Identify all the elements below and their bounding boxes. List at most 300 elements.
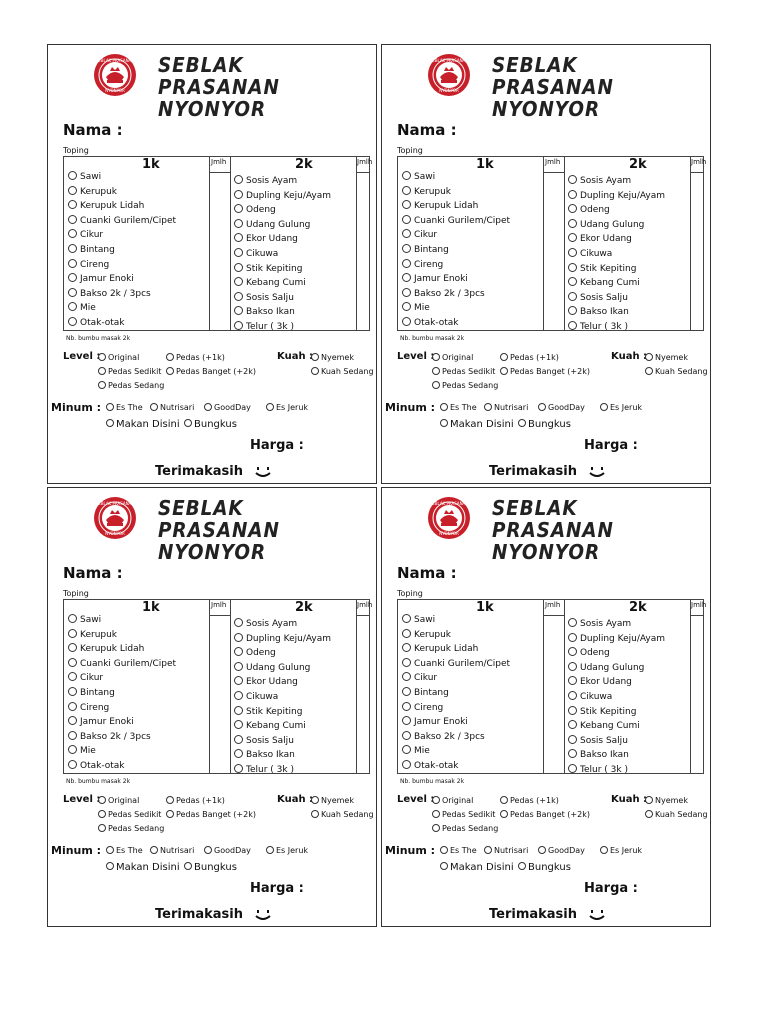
radio-circle-icon[interactable] [68, 186, 77, 195]
radio-circle-icon[interactable] [568, 292, 577, 301]
topping-2k-option[interactable] [568, 677, 632, 688]
serve-option[interactable] [106, 862, 180, 873]
topping-2k-option[interactable] [568, 278, 640, 289]
radio-circle-icon[interactable] [106, 846, 114, 854]
topping-1k-option[interactable] [402, 659, 510, 670]
radio-circle-icon[interactable] [402, 273, 411, 282]
serve-option-label: Makan Disini [116, 862, 180, 873]
minum-option[interactable] [150, 846, 194, 855]
radio-circle-icon[interactable] [234, 618, 243, 627]
topping-1k-option[interactable] [68, 717, 134, 728]
radio-circle-icon[interactable] [500, 353, 508, 361]
topping-2k-option[interactable] [568, 293, 628, 304]
radio-circle-icon[interactable] [68, 259, 77, 268]
radio-circle-icon[interactable] [234, 190, 243, 199]
radio-circle-icon[interactable] [311, 367, 319, 375]
topping-2k-option[interactable] [568, 234, 632, 245]
radio-circle-icon[interactable] [204, 403, 212, 411]
topping-1k-option[interactable] [402, 703, 443, 714]
level-label: Level : [397, 351, 435, 362]
radio-circle-icon[interactable] [568, 204, 577, 213]
thanks-text [155, 907, 272, 922]
topping-1k-option[interactable] [68, 230, 103, 241]
topping-1k-option[interactable] [402, 201, 478, 212]
topping-2k-option[interactable] [568, 264, 636, 275]
topping-2k-option[interactable] [234, 322, 294, 333]
topping-1k-option[interactable] [402, 172, 435, 183]
radio-circle-icon[interactable] [98, 353, 106, 361]
radio-circle-icon[interactable] [166, 810, 174, 818]
topping-1k-option-label: Cireng [414, 259, 444, 270]
radio-circle-icon[interactable] [184, 862, 192, 870]
level-option[interactable] [98, 381, 164, 390]
level-option[interactable] [166, 353, 225, 362]
topping-2k-option[interactable] [234, 677, 298, 688]
topping-2k-option[interactable] [568, 307, 629, 318]
radio-circle-icon[interactable] [645, 796, 653, 804]
topping-1k-option[interactable] [68, 318, 125, 329]
thanks-text [489, 464, 606, 479]
radio-circle-icon[interactable] [166, 353, 174, 361]
topping-2k-option[interactable] [568, 322, 628, 333]
radio-circle-icon[interactable] [538, 846, 546, 854]
radio-circle-icon[interactable] [68, 731, 77, 740]
radio-circle-icon[interactable] [68, 702, 77, 711]
topping-2k-option[interactable] [234, 765, 294, 776]
radio-circle-icon[interactable] [568, 277, 577, 286]
radio-circle-icon[interactable] [68, 716, 77, 725]
minum-option[interactable] [204, 846, 251, 855]
topping-2k-option-label: Telur ( 3k ) [580, 765, 628, 775]
level-option[interactable] [432, 353, 473, 362]
radio-circle-icon[interactable] [402, 731, 411, 740]
radio-circle-icon[interactable] [568, 233, 577, 242]
topping-2k-option[interactable] [234, 205, 276, 216]
minum-option[interactable] [538, 846, 585, 855]
level-option[interactable] [166, 810, 256, 819]
radio-circle-icon[interactable] [184, 419, 192, 427]
radio-circle-icon[interactable] [440, 419, 448, 427]
topping-1k-option[interactable] [68, 644, 144, 655]
topping-1k-option[interactable] [68, 172, 101, 183]
radio-circle-icon[interactable] [568, 749, 577, 758]
topping-1k-option[interactable] [402, 717, 468, 728]
radio-circle-icon[interactable] [568, 706, 577, 715]
radio-circle-icon[interactable] [98, 810, 106, 818]
radio-circle-icon[interactable] [600, 846, 608, 854]
minum-option[interactable] [106, 846, 143, 855]
radio-circle-icon[interactable] [106, 403, 114, 411]
topping-2k-option[interactable] [568, 191, 665, 202]
level-option[interactable] [98, 353, 139, 362]
topping-1k-option[interactable] [402, 746, 430, 757]
radio-circle-icon[interactable] [68, 302, 77, 311]
level-option[interactable] [432, 367, 495, 376]
topping-2k-option[interactable] [234, 692, 278, 703]
topping-2k-option[interactable] [568, 634, 665, 645]
radio-circle-icon[interactable] [402, 171, 411, 180]
radio-circle-icon[interactable] [568, 676, 577, 685]
topping-1k-option[interactable] [402, 260, 443, 271]
topping-2k-option[interactable] [568, 176, 631, 187]
topping-1k-option[interactable] [402, 318, 459, 329]
radio-circle-icon[interactable] [568, 633, 577, 642]
radio-circle-icon[interactable] [204, 846, 212, 854]
topping-2k-option[interactable] [234, 220, 310, 231]
topping-2k-option[interactable] [234, 721, 306, 732]
topping-2k-option[interactable] [234, 750, 295, 761]
minum-option[interactable] [484, 403, 528, 412]
radio-circle-icon[interactable] [234, 647, 243, 656]
radio-circle-icon[interactable] [106, 862, 114, 870]
radio-circle-icon[interactable] [68, 760, 77, 769]
topping-1k-option[interactable] [68, 615, 101, 626]
minum-option[interactable] [600, 846, 642, 855]
radio-circle-icon[interactable] [500, 796, 508, 804]
radio-circle-icon[interactable] [68, 658, 77, 667]
radio-circle-icon[interactable] [402, 629, 411, 638]
radio-circle-icon[interactable] [432, 824, 440, 832]
radio-circle-icon[interactable] [432, 353, 440, 361]
level-option[interactable] [500, 796, 559, 805]
radio-circle-icon[interactable] [432, 796, 440, 804]
minum-option[interactable] [106, 403, 143, 412]
radio-circle-icon[interactable] [234, 277, 243, 286]
topping-1k-option[interactable] [68, 289, 151, 300]
toping-label: Toping [397, 589, 423, 598]
minum-option-label: Nutrisari [494, 846, 529, 855]
radio-circle-icon[interactable] [98, 796, 106, 804]
minum-option[interactable] [204, 403, 251, 412]
topping-1k-option[interactable] [402, 289, 485, 300]
radio-circle-icon[interactable] [402, 672, 411, 681]
radio-circle-icon[interactable] [234, 676, 243, 685]
topping-2k-option[interactable] [568, 663, 644, 674]
topping-2k-option[interactable] [568, 750, 629, 761]
topping-1k-option[interactable] [402, 644, 478, 655]
topping-1k-option[interactable] [68, 274, 134, 285]
radio-circle-icon[interactable] [402, 215, 411, 224]
radio-circle-icon[interactable] [311, 353, 319, 361]
level-option[interactable] [500, 367, 590, 376]
harga-label: Harga : [250, 881, 304, 896]
radio-circle-icon[interactable] [402, 288, 411, 297]
radio-circle-icon[interactable] [234, 248, 243, 257]
topping-1k-option[interactable] [68, 703, 109, 714]
radio-circle-icon[interactable] [166, 367, 174, 375]
minum-option[interactable] [538, 403, 585, 412]
topping-1k-option[interactable] [68, 659, 176, 670]
radio-circle-icon[interactable] [98, 381, 106, 389]
level-option[interactable] [500, 353, 559, 362]
radio-circle-icon[interactable] [402, 716, 411, 725]
level-option[interactable] [98, 367, 161, 376]
radio-circle-icon[interactable] [568, 321, 577, 330]
topping-1k-option[interactable] [68, 761, 125, 772]
topping-1k-option[interactable] [402, 732, 485, 743]
serve-option[interactable] [518, 419, 571, 430]
topping-2k-option[interactable] [568, 220, 644, 231]
radio-circle-icon[interactable] [402, 259, 411, 268]
minum-option[interactable] [440, 846, 477, 855]
topping-1k-option[interactable] [68, 201, 144, 212]
radio-circle-icon[interactable] [645, 810, 653, 818]
minum-option-label: Es Jeruk [276, 403, 309, 412]
topping-1k-option[interactable] [68, 630, 117, 641]
serve-option[interactable] [440, 419, 514, 430]
kuah-option[interactable] [645, 810, 708, 819]
radio-circle-icon[interactable] [98, 824, 106, 832]
topping-1k-option[interactable] [402, 216, 510, 227]
radio-circle-icon[interactable] [645, 367, 653, 375]
radio-circle-icon[interactable] [68, 643, 77, 652]
radio-circle-icon[interactable] [402, 186, 411, 195]
kuah-option[interactable] [311, 810, 374, 819]
radio-circle-icon[interactable] [266, 846, 274, 854]
jumlah-header-2: Jmlh [357, 601, 373, 609]
minum-option[interactable] [440, 403, 477, 412]
serve-option-label: Makan Disini [450, 419, 514, 430]
radio-circle-icon[interactable] [568, 764, 577, 773]
topping-1k-option[interactable] [402, 187, 451, 198]
radio-circle-icon[interactable] [568, 647, 577, 656]
level-option[interactable] [98, 810, 161, 819]
radio-circle-icon[interactable] [68, 288, 77, 297]
topping-1k-option[interactable] [68, 245, 115, 256]
topping-1k-option[interactable] [402, 630, 451, 641]
radio-circle-icon[interactable] [234, 292, 243, 301]
topping-1k-option[interactable] [402, 673, 437, 684]
radio-circle-icon[interactable] [234, 633, 243, 642]
topping-2k-option[interactable] [234, 634, 331, 645]
radio-circle-icon[interactable] [568, 662, 577, 671]
level-option[interactable] [166, 796, 225, 805]
radio-circle-icon[interactable] [266, 403, 274, 411]
radio-circle-icon[interactable] [402, 643, 411, 652]
topping-2k-option[interactable] [568, 249, 612, 260]
level-option[interactable] [500, 810, 590, 819]
topping-2k-option[interactable] [234, 736, 294, 747]
topping-1k-option-label: Jamur Enoki [80, 717, 134, 728]
topping-1k-option[interactable] [402, 688, 449, 699]
topping-2k-option[interactable] [234, 293, 294, 304]
radio-circle-icon[interactable] [484, 403, 492, 411]
topping-2k-option[interactable] [568, 692, 612, 703]
topping-1k-option[interactable] [402, 615, 435, 626]
radio-circle-icon[interactable] [568, 175, 577, 184]
serve-option[interactable] [106, 419, 180, 430]
radio-circle-icon[interactable] [68, 215, 77, 224]
topping-2k-option[interactable] [234, 234, 298, 245]
radio-circle-icon[interactable] [234, 263, 243, 272]
topping-1k-option-label: Mie [80, 303, 96, 314]
radio-circle-icon[interactable] [402, 200, 411, 209]
radio-circle-icon[interactable] [68, 687, 77, 696]
topping-2k-option[interactable] [234, 619, 297, 630]
topping-1k-option[interactable] [68, 746, 96, 757]
topping-1k-option[interactable] [402, 274, 468, 285]
radio-circle-icon[interactable] [440, 862, 448, 870]
radio-circle-icon[interactable] [568, 306, 577, 315]
radio-circle-icon[interactable] [311, 810, 319, 818]
topping-2k-option[interactable] [234, 278, 306, 289]
topping-2k-option[interactable] [568, 205, 610, 216]
radio-circle-icon[interactable] [150, 846, 158, 854]
topping-1k-option-label: Jamur Enoki [414, 274, 468, 285]
topping-2k-option[interactable] [568, 619, 631, 630]
topping-1k-option-label: Kerupuk [414, 629, 452, 640]
radio-circle-icon[interactable] [600, 403, 608, 411]
radio-circle-icon[interactable] [402, 658, 411, 667]
radio-circle-icon[interactable] [402, 229, 411, 238]
topping-1k-option[interactable] [402, 245, 449, 256]
radio-circle-icon[interactable] [402, 760, 411, 769]
minum-option[interactable] [266, 846, 308, 855]
radio-circle-icon[interactable] [402, 244, 411, 253]
radio-circle-icon[interactable] [234, 691, 243, 700]
kuah-option[interactable] [311, 353, 354, 362]
radio-circle-icon[interactable] [500, 810, 508, 818]
radio-circle-icon[interactable] [432, 381, 440, 389]
radio-circle-icon[interactable] [234, 306, 243, 315]
minum-option[interactable] [600, 403, 642, 412]
svg-text:SEBLAK PRASANAN: SEBLAK PRASANAN [429, 58, 469, 63]
level-option[interactable] [98, 796, 139, 805]
minum-option[interactable] [266, 403, 308, 412]
minum-option[interactable] [484, 846, 528, 855]
topping-1k-option-label: Sawi [414, 615, 436, 625]
radio-circle-icon[interactable] [166, 796, 174, 804]
radio-circle-icon[interactable] [568, 219, 577, 228]
topping-2k-option[interactable] [568, 648, 610, 659]
radio-circle-icon[interactable] [68, 273, 77, 282]
radio-circle-icon[interactable] [311, 796, 319, 804]
radio-circle-icon[interactable] [106, 419, 114, 427]
radio-circle-icon[interactable] [518, 862, 526, 870]
radio-circle-icon[interactable] [568, 190, 577, 199]
radio-circle-icon[interactable] [234, 175, 243, 184]
topping-1k-option[interactable] [68, 673, 103, 684]
minum-option[interactable] [150, 403, 194, 412]
level-option[interactable] [432, 381, 498, 390]
radio-circle-icon[interactable] [234, 321, 243, 330]
radio-circle-icon[interactable] [234, 662, 243, 671]
topping-1k-option[interactable] [402, 761, 459, 772]
level-option-label: Pedas Sedang [442, 381, 499, 390]
radio-circle-icon[interactable] [234, 735, 243, 744]
topping-2k-option[interactable] [234, 663, 310, 674]
topping-2k-option[interactable] [234, 191, 331, 202]
level-option[interactable] [166, 367, 256, 376]
radio-circle-icon[interactable] [402, 317, 411, 326]
level-option[interactable] [432, 796, 473, 805]
radio-circle-icon[interactable] [568, 720, 577, 729]
topping-2k-option[interactable] [568, 765, 628, 776]
radio-circle-icon[interactable] [645, 353, 653, 361]
topping-2k-option[interactable] [568, 721, 640, 732]
topping-2k-option[interactable] [234, 176, 297, 187]
radio-circle-icon[interactable] [234, 204, 243, 213]
radio-circle-icon[interactable] [234, 764, 243, 773]
topping-2k-option[interactable] [234, 707, 302, 718]
radio-circle-icon[interactable] [402, 702, 411, 711]
radio-circle-icon[interactable] [68, 317, 77, 326]
radio-circle-icon[interactable] [68, 614, 77, 623]
radio-circle-icon[interactable] [68, 171, 77, 180]
topping-2k-option[interactable] [234, 264, 302, 275]
radio-circle-icon[interactable] [68, 229, 77, 238]
radio-circle-icon[interactable] [402, 687, 411, 696]
topping-1k-option[interactable] [68, 260, 109, 271]
topping-2k-option[interactable] [234, 249, 278, 260]
serve-option[interactable] [184, 419, 237, 430]
radio-circle-icon[interactable] [440, 846, 448, 854]
radio-circle-icon[interactable] [98, 367, 106, 375]
serve-option[interactable] [518, 862, 571, 873]
radio-circle-icon[interactable] [518, 419, 526, 427]
radio-circle-icon[interactable] [68, 200, 77, 209]
radio-circle-icon[interactable] [432, 367, 440, 375]
level-option[interactable] [98, 824, 164, 833]
radio-circle-icon[interactable] [484, 846, 492, 854]
topping-1k-option[interactable] [68, 732, 151, 743]
radio-circle-icon[interactable] [568, 248, 577, 257]
radio-circle-icon[interactable] [440, 403, 448, 411]
radio-circle-icon[interactable] [402, 614, 411, 623]
topping-1k-option[interactable] [402, 303, 430, 314]
radio-circle-icon[interactable] [538, 403, 546, 411]
radio-circle-icon[interactable] [432, 810, 440, 818]
topping-2k-option[interactable] [568, 707, 636, 718]
radio-circle-icon[interactable] [68, 672, 77, 681]
radio-circle-icon[interactable] [500, 367, 508, 375]
topping-1k-option[interactable] [68, 303, 96, 314]
radio-circle-icon[interactable] [68, 745, 77, 754]
radio-circle-icon[interactable] [402, 302, 411, 311]
kuah-option[interactable] [645, 796, 688, 805]
radio-circle-icon[interactable] [234, 706, 243, 715]
radio-circle-icon[interactable] [568, 263, 577, 272]
radio-circle-icon[interactable] [150, 403, 158, 411]
topping-1k-option[interactable] [68, 187, 117, 198]
topping-2k-option[interactable] [234, 648, 276, 659]
serve-option[interactable] [440, 862, 514, 873]
radio-circle-icon[interactable] [234, 233, 243, 242]
radio-circle-icon[interactable] [568, 618, 577, 627]
kuah-option[interactable] [311, 796, 354, 805]
radio-circle-icon[interactable] [568, 691, 577, 700]
radio-circle-icon[interactable] [402, 745, 411, 754]
minum-option-label: GoodDay [548, 846, 585, 855]
radio-circle-icon[interactable] [234, 219, 243, 228]
level-option[interactable] [432, 810, 495, 819]
radio-circle-icon[interactable] [568, 735, 577, 744]
topping-1k-option[interactable] [402, 230, 437, 241]
topping-1k-option[interactable] [68, 688, 115, 699]
radio-circle-icon[interactable] [234, 720, 243, 729]
level-option[interactable] [432, 824, 498, 833]
topping-1k-option[interactable] [68, 216, 176, 227]
topping-2k-option[interactable] [568, 736, 628, 747]
kuah-option[interactable] [645, 367, 708, 376]
radio-circle-icon[interactable] [68, 629, 77, 638]
radio-circle-icon[interactable] [68, 244, 77, 253]
radio-circle-icon[interactable] [234, 749, 243, 758]
kuah-option[interactable] [311, 367, 374, 376]
kuah-option[interactable] [645, 353, 688, 362]
serve-option[interactable] [184, 862, 237, 873]
topping-2k-option[interactable] [234, 307, 295, 318]
